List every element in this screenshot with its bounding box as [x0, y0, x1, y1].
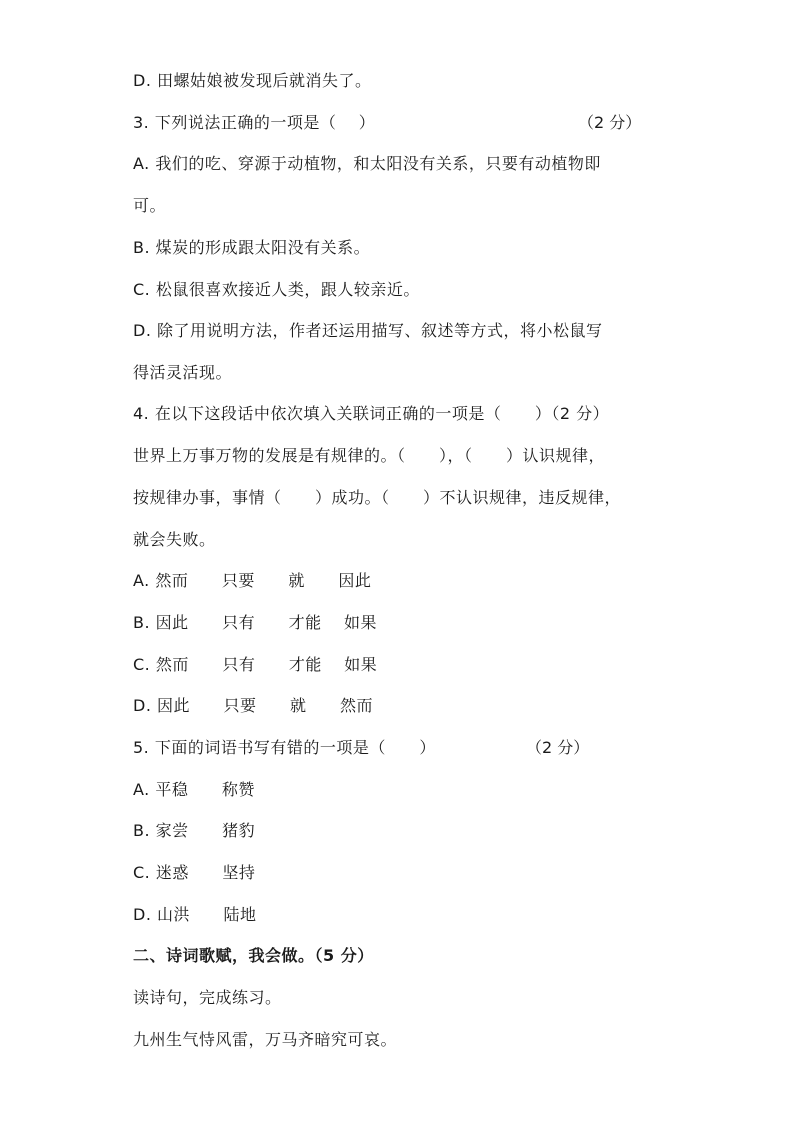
q4-option-d: D. 因此 只要 就 然而 [133, 696, 374, 715]
section2-instruction: 读诗句，完成练习。 [133, 988, 282, 1007]
q3-option-b: B. 煤炭的形成跟太阳没有关系。 [133, 238, 371, 257]
q3-option-d-line1: D. 除了用说明方法，作者还运用描写、叙述等方式，将小松鼠写 [133, 321, 603, 340]
q4-option-c: C. 然而 只有 才能 如果 [133, 655, 378, 674]
q4-passage-line1: 世界上万事万物的发展是有规律的。（ ），（ ）认识规律， [133, 446, 606, 465]
q4-passage-line2: 按规律办事，事情（ ）成功。（ ）不认识规律，违反规律， [133, 488, 622, 507]
q3-option-a-line2: 可。 [133, 196, 167, 215]
q4-option-b: B. 因此 只有 才能 如果 [133, 613, 378, 632]
poem-line: 九州生气恃风雷，万马齐暗究可哀。 [133, 1030, 398, 1049]
q5-option-a: A. 平稳 称赞 [133, 780, 255, 799]
q5-stem: 5. 下面的词语书写有错的一项是（ ） [133, 738, 436, 757]
q4-passage-line3: 就会失败。 [133, 530, 216, 549]
q5-option-d: D. 山洪 陆地 [133, 905, 257, 924]
q4-stem: 4. 在以下这段话中依次填入关联词正确的一项是（ ）（2 分） [133, 404, 610, 423]
section2-heading: 二、诗词歌赋，我会做。（5 分） [133, 946, 374, 965]
q5-points: （2 分） [526, 738, 590, 757]
q3-option-a-line1: A. 我们的吃、穿源于动植物，和太阳没有关系，只要有动植物即 [133, 154, 601, 173]
q4-option-a: A. 然而 只要 就 因此 [133, 571, 372, 590]
q5-option-c: C. 迷惑 坚持 [133, 863, 256, 882]
q5-option-b: B. 家尝 猪豹 [133, 821, 256, 840]
q3-stem: 3. 下列说法正确的一项是（ ） [133, 113, 376, 132]
q3-option-d-line2: 得活灵活现。 [133, 363, 233, 382]
q3-option-c: C. 松鼠很喜欢接近人类，跟人较亲近。 [133, 280, 420, 299]
q3-points: （2 分） [578, 113, 642, 132]
q2-option-d: D. 田螺姑娘被发现后就消失了。 [133, 71, 372, 90]
